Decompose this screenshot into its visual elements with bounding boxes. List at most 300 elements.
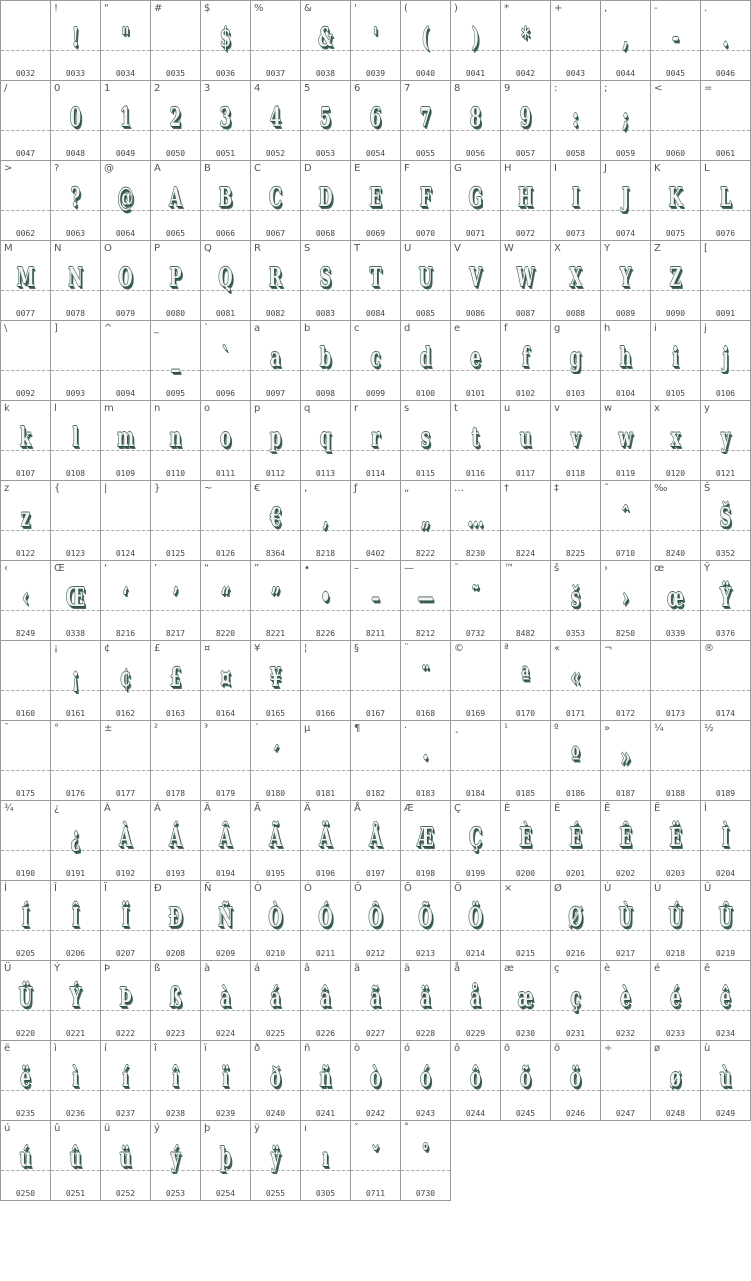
glyph-cell <box>250 240 301 321</box>
glyph-code: 0039 <box>365 69 386 78</box>
glyph-cell <box>600 1040 651 1121</box>
glyph-sample: æ <box>517 983 534 1013</box>
glyph-cell <box>500 800 551 881</box>
glyph-label: ¡ <box>54 643 59 654</box>
glyph-label: Î <box>54 883 57 894</box>
glyph-cell <box>200 320 251 401</box>
glyph-cell <box>600 560 651 641</box>
glyph-sample: ‚ <box>322 503 329 533</box>
glyph-label: { <box>54 483 61 494</box>
glyph-cell <box>450 720 501 801</box>
baseline-guide <box>101 370 150 371</box>
glyph-code: 0179 <box>215 789 236 798</box>
glyph-code: 0076 <box>715 229 736 238</box>
glyph-sample: Í <box>21 903 30 933</box>
glyph-label: } <box>154 483 161 494</box>
baseline-guide <box>1 770 50 771</box>
glyph-label: 5 <box>304 83 311 94</box>
glyph-sample: ¤ <box>220 663 231 693</box>
glyph-cell <box>150 80 201 161</box>
glyph-cell <box>0 640 51 721</box>
glyph-sample: 4 <box>269 103 282 133</box>
glyph-cell <box>650 80 701 161</box>
glyph-sample: A <box>169 183 182 213</box>
glyph-label: c <box>354 323 360 334</box>
glyph-code: 0188 <box>665 789 686 798</box>
glyph-cell <box>50 960 101 1041</box>
glyph-sample: ‹ <box>22 583 29 613</box>
glyph-cell <box>700 80 751 161</box>
glyph-cell <box>550 400 601 481</box>
baseline-guide <box>651 130 700 131</box>
glyph-code: 0710 <box>615 549 636 558</box>
glyph-sample: b <box>319 343 332 373</box>
glyph-code: 0072 <box>515 229 536 238</box>
glyph-cell <box>400 1040 451 1121</box>
glyph-sample: J <box>621 183 630 213</box>
glyph-cell <box>150 560 201 641</box>
baseline-guide <box>201 530 250 531</box>
baseline-guide <box>51 530 100 531</box>
glyph-cell <box>500 320 551 401</box>
glyph-cell <box>450 880 501 961</box>
glyph-code: 0252 <box>115 1189 136 1198</box>
glyph-label: 3 <box>204 83 211 94</box>
glyph-cell <box>0 400 51 481</box>
glyph-label: ¢ <box>104 643 111 654</box>
glyph-cell <box>50 1120 101 1201</box>
glyph-code: 0092 <box>15 389 36 398</box>
glyph-sample: Þ <box>119 983 132 1013</box>
glyph-label: X <box>554 243 561 254</box>
glyph-label: ý <box>154 1123 160 1134</box>
glyph-code: 0045 <box>665 69 686 78</box>
glyph-cell <box>400 640 451 721</box>
glyph-label: _ <box>154 323 159 334</box>
glyph-code: 0197 <box>365 869 386 878</box>
glyph-cell <box>150 1040 201 1121</box>
glyph-label: ç <box>554 963 560 974</box>
glyph-cell <box>700 640 751 721</box>
glyph-label: - <box>654 3 658 14</box>
glyph-cell <box>50 240 101 321</box>
glyph-cell <box>450 320 501 401</box>
glyph-label: ò <box>354 1043 361 1054</box>
glyph-cell <box>0 0 51 81</box>
glyph-cell <box>150 800 201 881</box>
glyph-code: 0126 <box>215 549 236 558</box>
glyph-cell <box>500 640 551 721</box>
glyph-label: « <box>554 643 561 654</box>
glyph-cell <box>250 640 301 721</box>
glyph-cell <box>650 560 701 641</box>
glyph-cell <box>350 1120 401 1201</box>
glyph-code: 0073 <box>565 229 586 238</box>
glyph-code: 0202 <box>615 869 636 878</box>
glyph-cell <box>500 960 551 1041</box>
baseline-guide <box>701 130 750 131</box>
glyph-code: 0216 <box>565 949 586 958</box>
glyph-cell <box>100 640 151 721</box>
glyph-sample: - <box>672 23 679 53</box>
glyph-sample: ü <box>119 1143 132 1173</box>
glyph-code: 0213 <box>415 949 436 958</box>
glyph-label: ˇ <box>354 1123 359 1134</box>
glyph-cell <box>500 880 551 961</box>
glyph-sample: i <box>672 343 679 373</box>
glyph-code: 0206 <box>65 949 86 958</box>
glyph-code: 0209 <box>215 949 236 958</box>
glyph-label: T <box>354 243 361 254</box>
glyph-label: ¸ <box>454 723 459 734</box>
glyph-sample: Ü <box>18 983 33 1013</box>
glyph-code: 0210 <box>265 949 286 958</box>
glyph-label: ¿ <box>54 803 60 814</box>
glyph-code: 0173 <box>665 709 686 718</box>
glyph-label: æ <box>504 963 514 974</box>
glyph-label: Z <box>654 243 661 254</box>
glyph-label: ð <box>254 1043 261 1054</box>
glyph-code: 0103 <box>565 389 586 398</box>
glyph-label: ı <box>304 1123 307 1134</box>
glyph-code: 0043 <box>565 69 586 78</box>
glyph-cell <box>400 0 451 81</box>
glyph-label: Ó <box>304 883 312 894</box>
glyph-label: ¼ <box>654 723 664 734</box>
glyph-label: r <box>354 403 359 414</box>
glyph-code: 0201 <box>565 869 586 878</box>
glyph-code: 0254 <box>215 1189 236 1198</box>
glyph-code: 0376 <box>715 629 736 638</box>
glyph-sample: é <box>670 983 681 1013</box>
glyph-cell <box>350 1040 401 1121</box>
glyph-cell <box>50 320 101 401</box>
glyph-code: 0246 <box>565 1109 586 1118</box>
glyph-cell <box>300 320 351 401</box>
glyph-code: 8217 <box>165 629 186 638</box>
glyph-label: å <box>454 963 461 974</box>
glyph-code: 0220 <box>15 1029 36 1038</box>
glyph-label: ‰ <box>654 483 668 494</box>
glyph-code: 0055 <box>415 149 436 158</box>
glyph-cell <box>300 480 351 561</box>
glyph-code: 0165 <box>265 709 286 718</box>
glyph-label: ÿ <box>254 1123 260 1134</box>
glyph-cell <box>150 480 201 561</box>
glyph-sample: ß <box>169 983 182 1013</box>
glyph-code: 0038 <box>315 69 336 78</box>
glyph-sample: e <box>470 343 481 373</box>
glyph-label: Ö <box>454 883 462 894</box>
glyph-label: + <box>554 3 563 14</box>
glyph-label: › <box>604 563 608 574</box>
glyph-cell <box>450 80 501 161</box>
glyph-label: Å <box>354 803 361 814</box>
glyph-sample: Ì <box>721 823 730 853</box>
glyph-code: 0194 <box>215 869 236 878</box>
glyph-cell <box>250 800 301 881</box>
glyph-code: 0078 <box>65 309 86 318</box>
glyph-label: d <box>404 323 411 334</box>
glyph-sample: Ã <box>269 823 282 853</box>
glyph-code: 0185 <box>515 789 536 798</box>
glyph-code: 0187 <box>615 789 636 798</box>
glyph-cell <box>400 880 451 961</box>
glyph-label: i <box>654 323 657 334</box>
glyph-code: 0236 <box>65 1109 86 1118</box>
glyph-cell <box>150 960 201 1041</box>
glyph-label: ‚ <box>304 483 308 494</box>
glyph-code: 0190 <box>15 869 36 878</box>
glyph-sample: È <box>519 823 532 853</box>
glyph-label: j <box>704 323 707 334</box>
glyph-cell <box>150 160 201 241</box>
glyph-label: … <box>454 483 464 494</box>
glyph-cell <box>300 1120 351 1201</box>
glyph-label: p <box>254 403 261 414</box>
glyph-sample: " <box>121 23 130 53</box>
glyph-sample: « <box>570 663 581 693</box>
glyph-sample: p <box>269 423 282 453</box>
glyph-code: 0105 <box>665 389 686 398</box>
glyph-code: 0207 <box>115 949 136 958</box>
glyph-sample: N <box>68 263 83 293</box>
glyph-code: 0063 <box>65 229 86 238</box>
glyph-code: 0042 <box>515 69 536 78</box>
glyph-cell <box>500 240 551 321</box>
glyph-code: 0066 <box>215 229 236 238</box>
glyph-code: 0083 <box>315 309 336 318</box>
glyph-label: ™ <box>504 563 514 574</box>
glyph-cell <box>0 160 51 241</box>
baseline-guide <box>501 530 550 531</box>
glyph-code: 0082 <box>265 309 286 318</box>
glyph-label: : <box>554 83 558 94</box>
glyph-label: " <box>104 3 109 14</box>
glyph-code: 0175 <box>15 789 36 798</box>
glyph-code: 0215 <box>515 949 536 958</box>
glyph-code: 0047 <box>15 149 36 158</box>
glyph-label: v <box>554 403 560 414</box>
glyph-sample: Ñ <box>218 903 233 933</box>
glyph-label: k <box>4 403 10 414</box>
glyph-label: ± <box>104 723 113 734</box>
glyph-label: ñ <box>304 1043 311 1054</box>
glyph-label: 1 <box>104 83 111 94</box>
glyph-sample: _ <box>171 343 180 373</box>
glyph-code: 0060 <box>665 149 686 158</box>
glyph-code: 0081 <box>215 309 236 318</box>
glyph-label: J <box>604 163 607 174</box>
glyph-code: 0161 <box>65 709 86 718</box>
glyph-label: # <box>154 3 163 14</box>
glyph-code: 0191 <box>65 869 86 878</box>
glyph-label: Š <box>704 483 711 494</box>
glyph-cell <box>300 960 351 1041</box>
glyph-code: 0109 <box>115 469 136 478</box>
baseline-guide <box>651 770 700 771</box>
glyph-cell <box>700 1040 751 1121</box>
glyph-sample: £ <box>169 663 182 693</box>
glyph-sample: u <box>519 423 532 453</box>
glyph-sample: Æ <box>417 823 434 853</box>
glyph-cell <box>450 960 501 1041</box>
glyph-cell <box>300 800 351 881</box>
glyph-cell <box>300 160 351 241</box>
glyph-cell <box>450 0 501 81</box>
glyph-label: µ <box>304 723 311 734</box>
glyph-label: K <box>654 163 661 174</box>
glyph-label: Û <box>704 883 712 894</box>
glyph-code: 0124 <box>115 549 136 558</box>
glyph-cell <box>500 160 551 241</box>
glyph-label: „ <box>404 483 410 494</box>
glyph-cell <box>600 400 651 481</box>
glyph-code: 0177 <box>115 789 136 798</box>
glyph-cell <box>600 640 651 721</box>
glyph-code: 0241 <box>315 1109 336 1118</box>
glyph-code: 0062 <box>15 229 36 238</box>
glyph-sample: ! <box>71 23 80 53</box>
glyph-label: ê <box>704 963 711 974</box>
glyph-cell <box>300 720 351 801</box>
glyph-cell <box>400 480 451 561</box>
glyph-code: 0198 <box>415 869 436 878</box>
glyph-code: 0204 <box>715 869 736 878</box>
glyph-code: 0226 <box>315 1029 336 1038</box>
glyph-sample: ð <box>270 1063 281 1093</box>
glyph-code: 0229 <box>465 1029 486 1038</box>
baseline-guide <box>151 770 200 771</box>
glyph-code: 0192 <box>115 869 136 878</box>
glyph-sample: ù <box>719 1063 732 1093</box>
glyph-label: 2 <box>154 83 161 94</box>
glyph-sample: P <box>169 263 182 293</box>
glyph-code: 0070 <box>415 229 436 238</box>
glyph-label: ^ <box>104 323 113 334</box>
glyph-code: 0034 <box>115 69 136 78</box>
glyph-sample: & <box>318 23 333 53</box>
glyph-sample: Ö <box>468 903 483 933</box>
glyph-label: ƒ <box>354 483 358 494</box>
glyph-label: I <box>554 163 557 174</box>
glyph-sample: è <box>620 983 631 1013</box>
glyph-cell <box>350 240 401 321</box>
glyph-cell <box>700 400 751 481</box>
glyph-code: 8222 <box>415 549 436 558</box>
glyph-code: 0245 <box>515 1109 536 1118</box>
glyph-sample: z <box>20 503 31 533</box>
glyph-sample: T <box>369 263 382 293</box>
glyph-cell <box>100 720 151 801</box>
glyph-code: 0219 <box>715 949 736 958</box>
glyph-label: £ <box>154 643 161 654</box>
glyph-label: e <box>454 323 461 334</box>
glyph-label: g <box>554 323 561 334</box>
glyph-code: 0182 <box>365 789 386 798</box>
glyph-cell <box>200 80 251 161</box>
glyph-label: • <box>304 563 310 574</box>
glyph-code: 0170 <box>515 709 536 718</box>
glyph-sample: Z <box>669 263 682 293</box>
glyph-cell <box>500 560 551 641</box>
glyph-label: × <box>504 883 513 894</box>
glyph-cell <box>150 240 201 321</box>
glyph-code: 0166 <box>315 709 336 718</box>
glyph-sample: ’ <box>172 583 179 613</box>
glyph-cell <box>50 160 101 241</box>
glyph-cell <box>200 640 251 721</box>
glyph-sample: ö <box>570 1063 581 1093</box>
glyph-label: š <box>554 563 560 574</box>
glyph-sample: l <box>72 423 79 453</box>
glyph-label: Q <box>204 243 212 254</box>
glyph-label: ¬ <box>604 643 613 654</box>
glyph-code: 0091 <box>715 309 736 318</box>
glyph-label: E <box>354 163 361 174</box>
glyph-sample: ì <box>72 1063 79 1093</box>
glyph-sample: 2 <box>169 103 182 133</box>
glyph-sample: L <box>719 183 732 213</box>
baseline-guide <box>351 770 400 771</box>
glyph-cell <box>600 240 651 321</box>
glyph-code: 0118 <box>565 469 586 478</box>
glyph-cell <box>400 240 451 321</box>
glyph-code: 0048 <box>65 149 86 158</box>
glyph-label: ® <box>704 643 714 654</box>
glyph-sample: y <box>720 423 731 453</box>
glyph-sample: – <box>371 583 380 613</box>
glyph-sample: — <box>417 583 434 613</box>
glyph-code: 0046 <box>715 69 736 78</box>
glyph-sample: Ä <box>319 823 332 853</box>
baseline-guide <box>1 850 50 851</box>
glyph-code: 0107 <box>15 469 36 478</box>
glyph-cell <box>450 240 501 321</box>
glyph-sample: Q <box>218 263 233 293</box>
glyph-code: 0180 <box>265 789 286 798</box>
glyph-code: 8240 <box>665 549 686 558</box>
glyph-sample: Œ <box>65 583 86 613</box>
glyph-code: 0232 <box>615 1029 636 1038</box>
glyph-sample: C <box>269 183 282 213</box>
glyph-code: 0058 <box>565 149 586 158</box>
glyph-sample: „ <box>420 503 431 533</box>
glyph-sample: f <box>522 343 529 373</box>
glyph-cell <box>350 560 401 641</box>
glyph-label: Ý <box>54 963 61 974</box>
glyph-cell <box>450 480 501 561</box>
glyph-cell <box>700 560 751 641</box>
glyph-sample: r <box>371 423 380 453</box>
glyph-cell <box>50 1040 101 1121</box>
glyph-cell <box>350 0 401 81</box>
glyph-cell <box>600 0 651 81</box>
glyph-label: ¾ <box>4 803 14 814</box>
glyph-sample: ˇ <box>371 1143 380 1173</box>
glyph-cell <box>350 800 401 881</box>
glyph-cell <box>100 960 151 1041</box>
glyph-label: 4 <box>254 83 261 94</box>
glyph-label: y <box>704 403 710 414</box>
glyph-label: Í <box>4 883 7 894</box>
glyph-sample: w <box>618 423 633 453</box>
glyph-cell <box>400 160 451 241</box>
glyph-code: 0228 <box>415 1029 436 1038</box>
glyph-code: 0041 <box>465 69 486 78</box>
glyph-cell <box>400 400 451 481</box>
glyph-code: 0248 <box>665 1109 686 1118</box>
